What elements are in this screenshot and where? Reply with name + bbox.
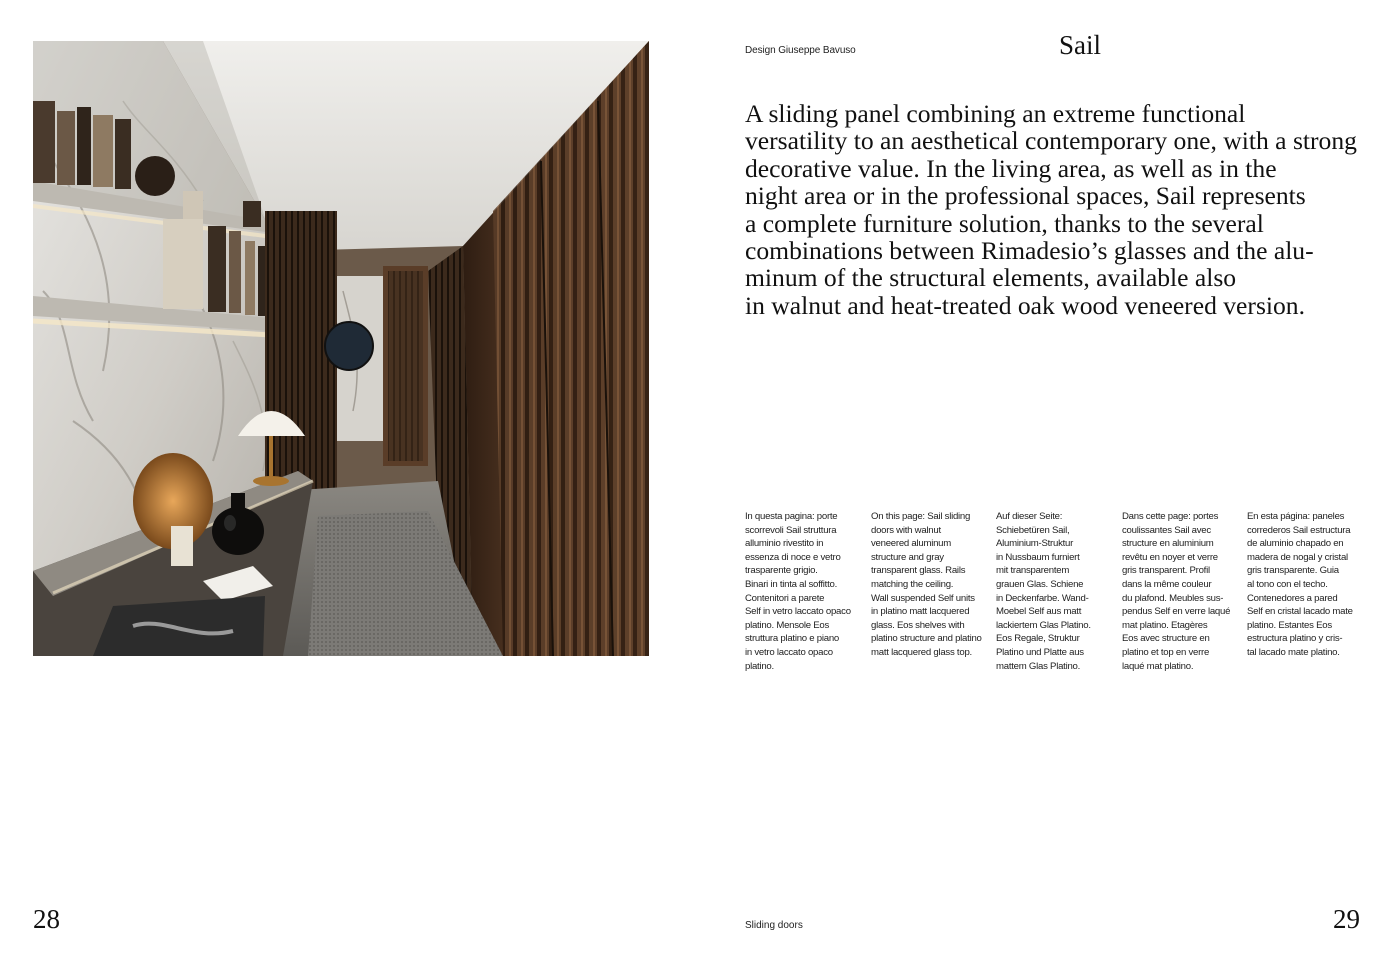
caption-german [996, 510, 1120, 673]
designer-credit: Design Giuseppe Bavuso [745, 45, 856, 56]
caption-line: Self en cristal lacado mate [1247, 606, 1353, 618]
caption-line: mat platino. Etagères [1122, 619, 1208, 631]
caption-line: coulissantes Sail avec [1122, 524, 1211, 536]
caption-line: glass. Eos shelves with [871, 619, 965, 631]
caption-line: grauen Glas. Schiene [996, 578, 1084, 590]
caption-line: in Deckenfarbe. Wand- [996, 592, 1089, 604]
caption-line: lackiertem Glas Platino. [996, 619, 1091, 631]
lead-line: A sliding panel combining an extreme functional [745, 99, 1246, 128]
caption-line: estructura platino y cris- [1247, 633, 1343, 645]
caption-line: structure en aluminium [1122, 538, 1214, 550]
interior-photo [33, 41, 649, 656]
caption-line: trasparente grigio. [745, 565, 818, 577]
caption-line: Contenedores a pared [1247, 592, 1338, 604]
lead-paragraph [745, 100, 1375, 319]
caption-line: de aluminio chapado en [1247, 538, 1344, 550]
caption-line: Aluminium-Struktur [996, 538, 1074, 550]
caption-line: du plafond. Meubles sus- [1122, 592, 1224, 604]
caption-line: Dans cette page: portes [1122, 511, 1219, 522]
caption-english [871, 510, 995, 660]
caption-line: doors with walnut [871, 524, 941, 536]
caption-line: alluminio rivestito in [745, 538, 824, 550]
page-number-right: 29 [1333, 904, 1360, 934]
caption-line: revêtu en noyer et verre [1122, 551, 1218, 563]
caption-line: in vetro laccato opaco [745, 646, 833, 658]
section-label: Sliding doors [745, 920, 803, 931]
caption-line: Schiebetüren Sail, [996, 524, 1070, 536]
caption-line: al tono con el techo. [1247, 578, 1328, 590]
caption-line: On this page: Sail sliding [871, 511, 971, 522]
caption-line: platino. [745, 660, 774, 672]
lead-line: combinations between Rimadesio’s glasses and the alu- [745, 236, 1314, 266]
caption-line: mattem Glas Platino. [996, 660, 1081, 672]
caption-line: transparent glass. Rails [871, 565, 966, 577]
caption-line: madera de nogal y cristal [1247, 551, 1348, 563]
caption-line: Contenitori a parete [745, 592, 825, 604]
lead-line: a complete furniture solution, thanks to the several [745, 208, 1264, 238]
lead-line: versatility to an aesthetical contemporary one, with a strong [745, 126, 1357, 156]
caption-line: correderos Sail estructura [1247, 524, 1351, 536]
caption-line: Auf dieser Seite: [996, 511, 1063, 522]
caption-line: laqué mat platino. [1122, 660, 1194, 672]
caption-line: Binari in tinta al soffitto. [745, 578, 838, 590]
caption-line: Moebel Self aus matt [996, 606, 1082, 618]
caption-spanish [1247, 510, 1371, 660]
caption-line: dans la même couleur [1122, 578, 1212, 590]
caption-line: Platino und Platte aus [996, 646, 1084, 658]
caption-line: In questa pagina: porte [745, 511, 838, 522]
caption-line: essenza di noce e vetro [745, 551, 841, 563]
caption-line: pendus Self en verre laqué [1122, 606, 1231, 618]
product-title: Sail [1059, 30, 1102, 60]
lead-line: minum of the structural elements, available also [745, 263, 1237, 293]
caption-french [1122, 510, 1246, 673]
caption-line: scorrevoli Sail struttura [745, 524, 837, 536]
caption-italian [745, 510, 869, 673]
caption-line: Eos avec structure en [1122, 633, 1210, 645]
caption-line: platino. Mensole Eos [745, 619, 830, 631]
interior-illustration [33, 41, 649, 656]
caption-line: Eos Regale, Struktur [996, 633, 1080, 645]
caption-line: Self in vetro laccato opaco [745, 606, 851, 618]
caption-line: struttura platino e piano [745, 633, 840, 645]
caption-line: matching the ceiling. [871, 578, 954, 590]
caption-line: matt lacquered glass top. [871, 646, 972, 658]
caption-line: gris transparente. Guia [1247, 565, 1339, 577]
caption-line: in platino matt lacquered [871, 606, 970, 618]
caption-line: Wall suspended Self units [871, 592, 975, 604]
lead-line: decorative value. In the living area, as well as in the [745, 153, 1277, 183]
lead-line: in walnut and heat-treated oak wood veneered version. [745, 290, 1306, 320]
lead-line: night area or in the professional spaces, Sail represents [745, 181, 1306, 211]
caption-line: platino structure and platino [871, 633, 982, 645]
caption-line: gris transparent. Profil [1122, 565, 1210, 577]
page-number-left: 28 [33, 904, 60, 934]
caption-line: En esta página: paneles [1247, 511, 1345, 522]
caption-line: in Nussbaum furniert [996, 551, 1080, 563]
caption-line: platino. Estantes Eos [1247, 619, 1332, 631]
caption-line: structure and gray [871, 551, 944, 563]
caption-line: platino et top en verre [1122, 646, 1210, 658]
caption-line: tal lacado mate platino. [1247, 646, 1340, 658]
caption-line: mit transparentem [996, 565, 1070, 577]
caption-line: veneered aluminum [871, 538, 952, 550]
